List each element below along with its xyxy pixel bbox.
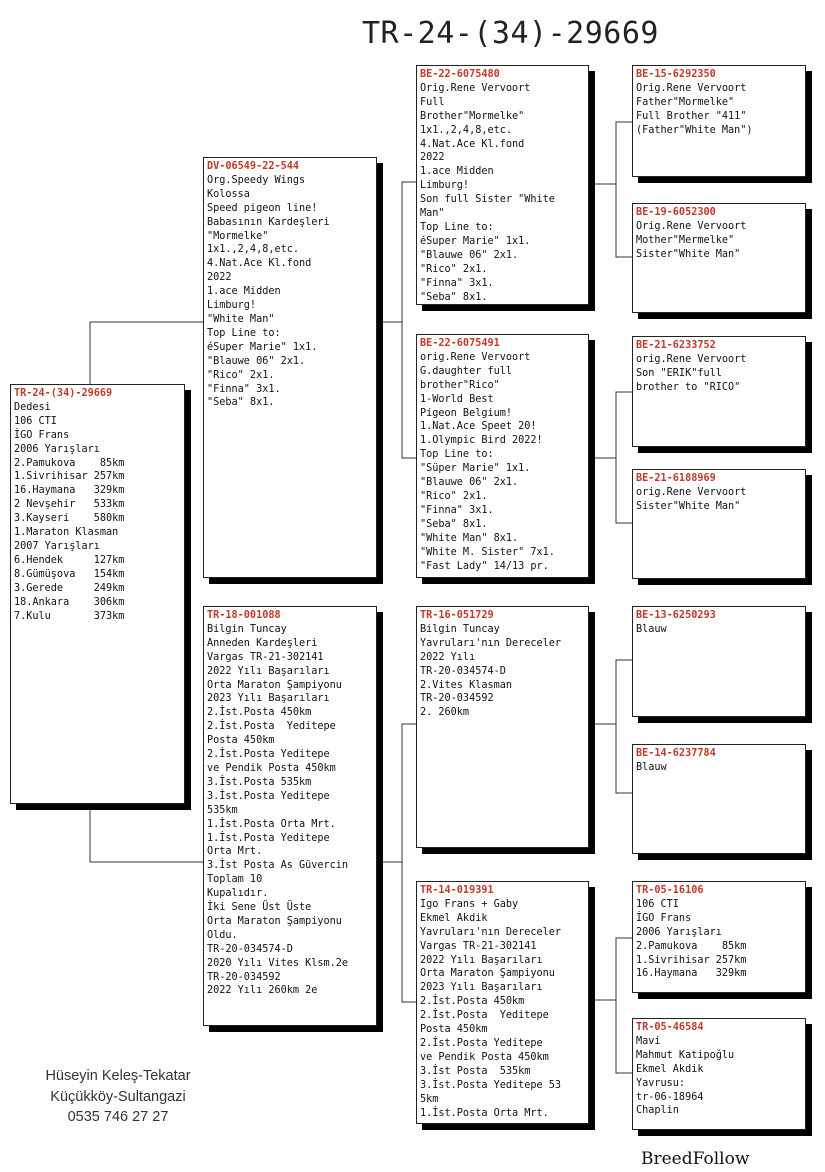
- ring-number: TR-18-001088: [207, 610, 281, 621]
- sire-sire-sire-card: [632, 65, 806, 177]
- connector-sire-ss: [376, 182, 418, 322]
- pigeon-details: orig.Rene Vervoort Sister"White Man": [636, 486, 747, 512]
- pigeon-details: Bilgin Tuncay Yavruları'nın Dereceler 2022 Yılı TR-20-034574-D 2.Vites Klasman TR-20-034592 2. 260km: [420, 623, 562, 719]
- pigeon-details: orig.Rene Vervoort G.daughter full brother"Rico" 1-World Best Pigeon Belgium! 1.Nat.Ace Speet 20! 1.Olympic Bird 2022! Top Line to: "Süper Marie" 1x1. "Blauwe 06" 2x1. "Rico" 2x1. "Finna" 3x1. "Seba" 8x1. "White Man" 8x1. "White M. Sister" 7x1. "Fast Lady" 14/13 pr.: [420, 351, 555, 572]
- pigeon-details: Orig.Rene Vervoort Mother"Mermelke" Sister"White Man": [636, 220, 747, 260]
- sire-card: [203, 157, 377, 578]
- sire-sire-card: [416, 65, 589, 305]
- dam-dam-dam-card: [632, 1018, 806, 1130]
- pigeon-details: Orig.Rene Vervoort Father"Mormelke" Full Brother "411" (Father"White Man"): [636, 82, 753, 136]
- ring-number: BE-21-6233752: [636, 340, 716, 351]
- dam-dam-card: [416, 881, 589, 1124]
- ring-number: TR-24-(34)-29669: [14, 388, 113, 399]
- breeder-location: Küçükköy-Sultangazi: [50, 1088, 186, 1105]
- connector-subject-sire: [90, 322, 204, 384]
- ring-number: TR-05-16106: [636, 885, 704, 896]
- dam-sire-dam-card: [632, 744, 806, 854]
- connector-subject-dam: [90, 804, 204, 862]
- dam-dam-sire-card: [632, 881, 806, 993]
- dam-sire-card: [416, 606, 589, 848]
- ring-number: TR-16-051729: [420, 610, 494, 621]
- pigeon-details: 106 CTI İGO Frans 2006 Yarışları 2.Pamukova 85km 1.Sivrihisar 257km 16.Haymana 329km: [636, 898, 747, 980]
- ring-number: TR-05-46584: [636, 1022, 704, 1033]
- ring-number: BE-15-6292350: [636, 69, 716, 80]
- connector-dd-dds: [588, 938, 633, 1000]
- subject-pigeon-card: [10, 384, 185, 804]
- connector-ds-dss: [588, 660, 633, 724]
- brand-logo-text: BreedFollow: [641, 1149, 750, 1169]
- pigeon-details: Orig.Rene Vervoort Full Brother"Mormelke" 1x1.,2,4,8,etc. 4.Nat.Ace Kl.fond 2022 1.ace Midden Limburg! Son full Sister "White Man" Top Line to: éSuper Marie" 1x1. "Blauwe 06" 2x1. "Rico" 2x1. "Finna" 3x1. "Seba" 8x1.: [420, 82, 555, 303]
- sire-dam-card: [416, 334, 589, 578]
- breeder-contact: [33, 1066, 203, 1128]
- breeder-phone: 0535 746 27 27: [67, 1109, 169, 1125]
- connector-sd-sdd: [616, 458, 633, 523]
- ring-number: BE-22-6075480: [420, 69, 500, 80]
- dam-sire-sire-card: [632, 606, 806, 717]
- ring-number: BE-19-6052300: [636, 207, 716, 218]
- ring-number: BE-13-6250293: [636, 610, 716, 621]
- sire-dam-sire-card: [632, 336, 806, 447]
- ring-number: DV-06549-22-544: [207, 161, 300, 172]
- pigeon-details: Blauw: [636, 623, 667, 635]
- connector-sd-sds: [588, 392, 633, 458]
- connector-dd-ddd: [616, 1000, 633, 1073]
- ring-number: BE-21-6188969: [636, 473, 716, 484]
- ring-number: TR-14-019391: [420, 885, 494, 896]
- ring-number: BE-14-6237784: [636, 748, 716, 759]
- pigeon-details: orig.Rene Vervoort Son "ERIK"full brother to "RICO": [636, 353, 747, 393]
- ring-number: BE-22-6075491: [420, 338, 500, 349]
- connector-ss-ssd: [616, 184, 633, 257]
- connector-ss-sss: [588, 122, 633, 184]
- pigeon-details: Bilgin Tuncay Anneden Kardeşleri Vargas TR-21-302141 2022 Yılı Başarıları Orta Maraton Şampiyonu 2023 Yılı Başarıları 2.İst.Posta 450km 2.İst.Posta Yeditepe Posta 450km 2.İst.Posta Yeditepe ve Pendik Posta 450km 3.İst.Posta 535km 3.İst.Posta Yeditepe 535km 1.İst.Posta Orta Mrt. 1.İst.Posta Yeditepe Orta Mrt. 3.İst Posta As Güvercin Toplam 10 Kupalıdır. İki Sene Üst Üste Orta Maraton Şampiyonu Oldu. TR-20-034574-D 2020 Yılı Vites Klsm.2e TR-20-034592 2022 Yılı 260km 2e: [207, 623, 349, 997]
- connector-ds-dsd: [616, 724, 633, 793]
- dam-card: [203, 606, 377, 1026]
- pedigree-title: TR-24-(34)-29669: [362, 16, 659, 51]
- connector-dam-ds: [376, 724, 418, 862]
- pigeon-details: Mavi Mahmut Katipoğlu Ekmel Akdik Yavrusu: tr-06-18964 Chaplin: [636, 1035, 735, 1117]
- pigeon-details: Org.Speedy Wings Kolossa Speed pigeon line! Babasının Kardeşleri "Mormelke" 1x1.,2,4,8,etc. 4.Nat.Ace Kl.fond 2022 1.ace Midden Limburg! "White Man" Top Line to: éSuper Marie" 1x1. "Blauwe 06" 2x1. "Rico" 2x1. "Finna" 3x1. "Seba" 8x1.: [207, 174, 330, 409]
- pigeon-details: Blauw: [636, 761, 667, 773]
- pigeon-details: Dedesi 106 CTI İGO Frans 2006 Yarışları 2.Pamukova 85km 1.Sivrihisar 257km 16.Haymana 329km 2 Nevşehir 533km 3.Kayseri 580km 1.Maraton Klasman 2007 Yarışları 6.Hendek 127km 8.Gümüşova 154km 3.Gerede 249km 18.Ankara 306km 7.Kulu 373km: [14, 401, 125, 622]
- sire-dam-dam-card: [632, 469, 806, 579]
- sire-sire-dam-card: [632, 203, 806, 313]
- pigeon-details: Igo Frans + Gaby Ekmel Akdik Yavruları'nın Dereceler Vargas TR-21-302141 2022 Yılı Başarıları Orta Maraton Şampiyonu 2023 Yılı Başarıları 2.İst.Posta 450km 2.İst.Posta Yeditepe Posta 450km 2.İst.Posta Yeditepe ve Pendik Posta 450km 3.İst Posta 535km 3.İst.Posta Yeditepe 53 5km 1.İst.Posta Orta Mrt.: [420, 898, 562, 1119]
- breeder-name: Hüseyin Keleş-Tekatar: [45, 1068, 191, 1084]
